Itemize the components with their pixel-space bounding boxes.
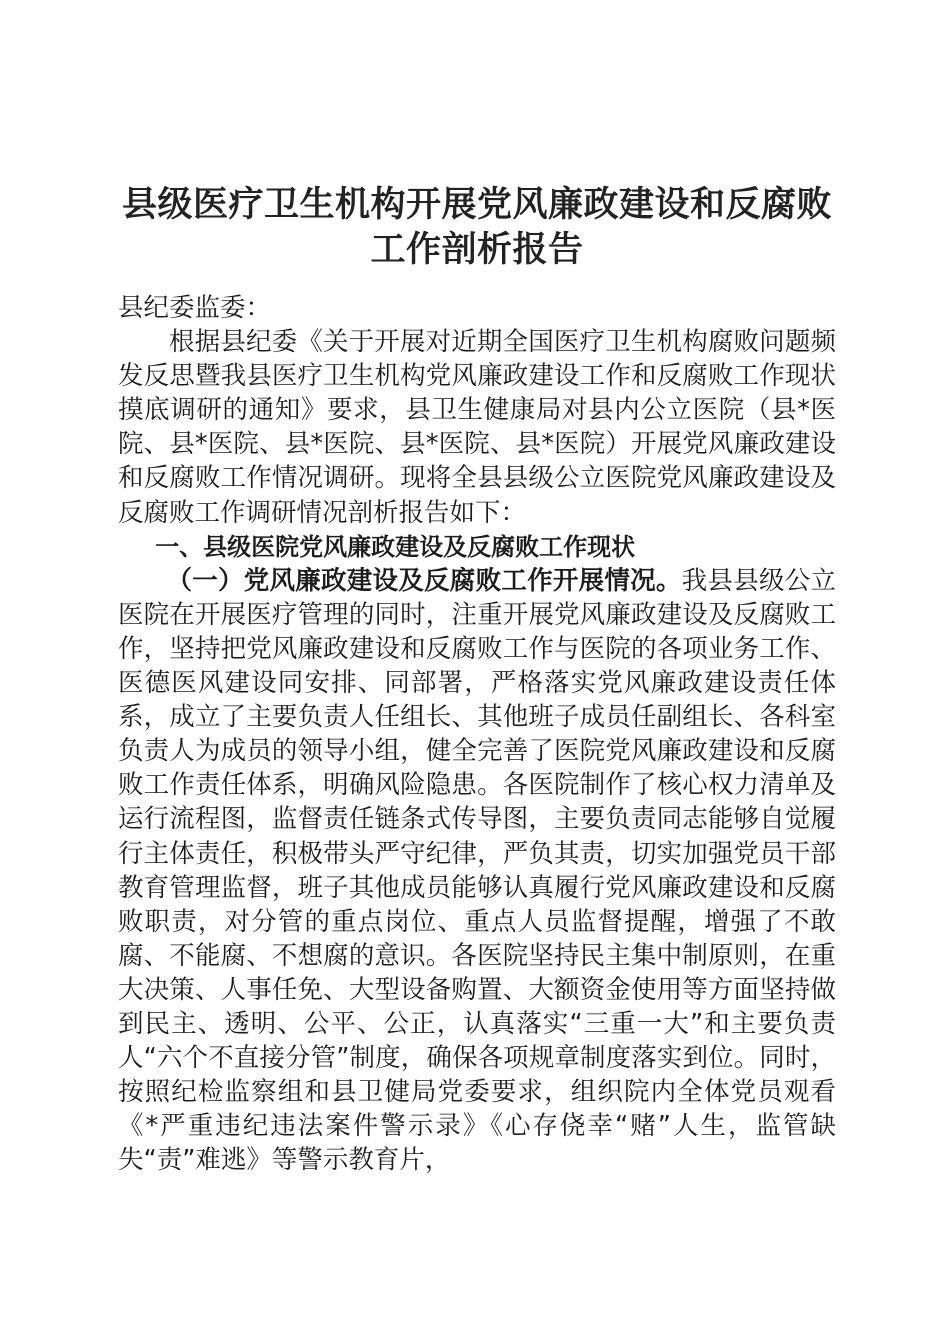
salutation: 县纪委监委： — [118, 293, 272, 323]
subsection-body-1: 我县县级公立医院在开展医疗管理的同时，注重开展党风廉政建设及反腐败工作，坚持把党风廉政建设和反腐败工作与医院的各项业务工作、医德医风建设同安排、同部署，严格落实党风廉政建设责任体系，成立了主要负责人任组长、其他班子成员任副组长、各科室负责人为成员的领导小组，健全完善了医院党风廉政建设和反腐败工作责任体系，明确风险隐患。各医院制作了核心权力清单及运行流程图，监督责任链条式传导图，主要负责同志能够自觉履行主体责任，积极带头严守纪律，严负其责，切实加强党员干部教育管理监督，班子其他成员能够认真履行党风廉政建设和反腐败职责，对分管的重点岗位、重点人员监督提醒，增强了不敢腐、不能腐、不想腐的意识。各医院坚持民主集中制原则，在重大决策、人事任免、大型设备购置、大额资金使用等方面坚持做到民主、透明、公平、公正，认真落实“三重一大”和主要负责人“六个不直接分管”制度，确保各项规章制度落实到位。同时，按照纪检监察组和县卫健局党委要求，组织院内全体党员观看《*严重违纪违法案件警示录》《心存侥幸“赌”人生，监管缺失“责”难逃》等警示教育片， — [118, 565, 836, 1176]
document-title — [118, 183, 836, 273]
subsection-lead-1: （一）党风廉政建设及反腐败工作开展情况。 — [166, 565, 682, 596]
document-body — [118, 291, 836, 1177]
title-line-1: 县级医疗卫生机构开展党风廉政建设和反腐败 — [121, 185, 832, 225]
section-heading-1: 一、县级医院党风廉政建设及反腐败工作现状 — [155, 532, 636, 561]
subsection-paragraph-1 — [118, 564, 836, 1178]
document-page — [118, 183, 836, 1177]
title-line-2: 工作剖析报告 — [370, 230, 584, 270]
intro-paragraph: 根据县纪委《关于开展对近期全国医疗卫生机构腐败问题频发反思暨我县医疗卫生机构党风廉政建设工作和反腐败工作现状摸底调研的通知》要求，县卫生健康局对县内公立医院（县*医院、县*医院、县*医院、县*医院、县*医院）开展党风廉政建设和反腐败工作情况调研。现将全县县级公立医院党风廉政建设及反腐败工作调研情况剖析报告如下： — [118, 327, 836, 528]
